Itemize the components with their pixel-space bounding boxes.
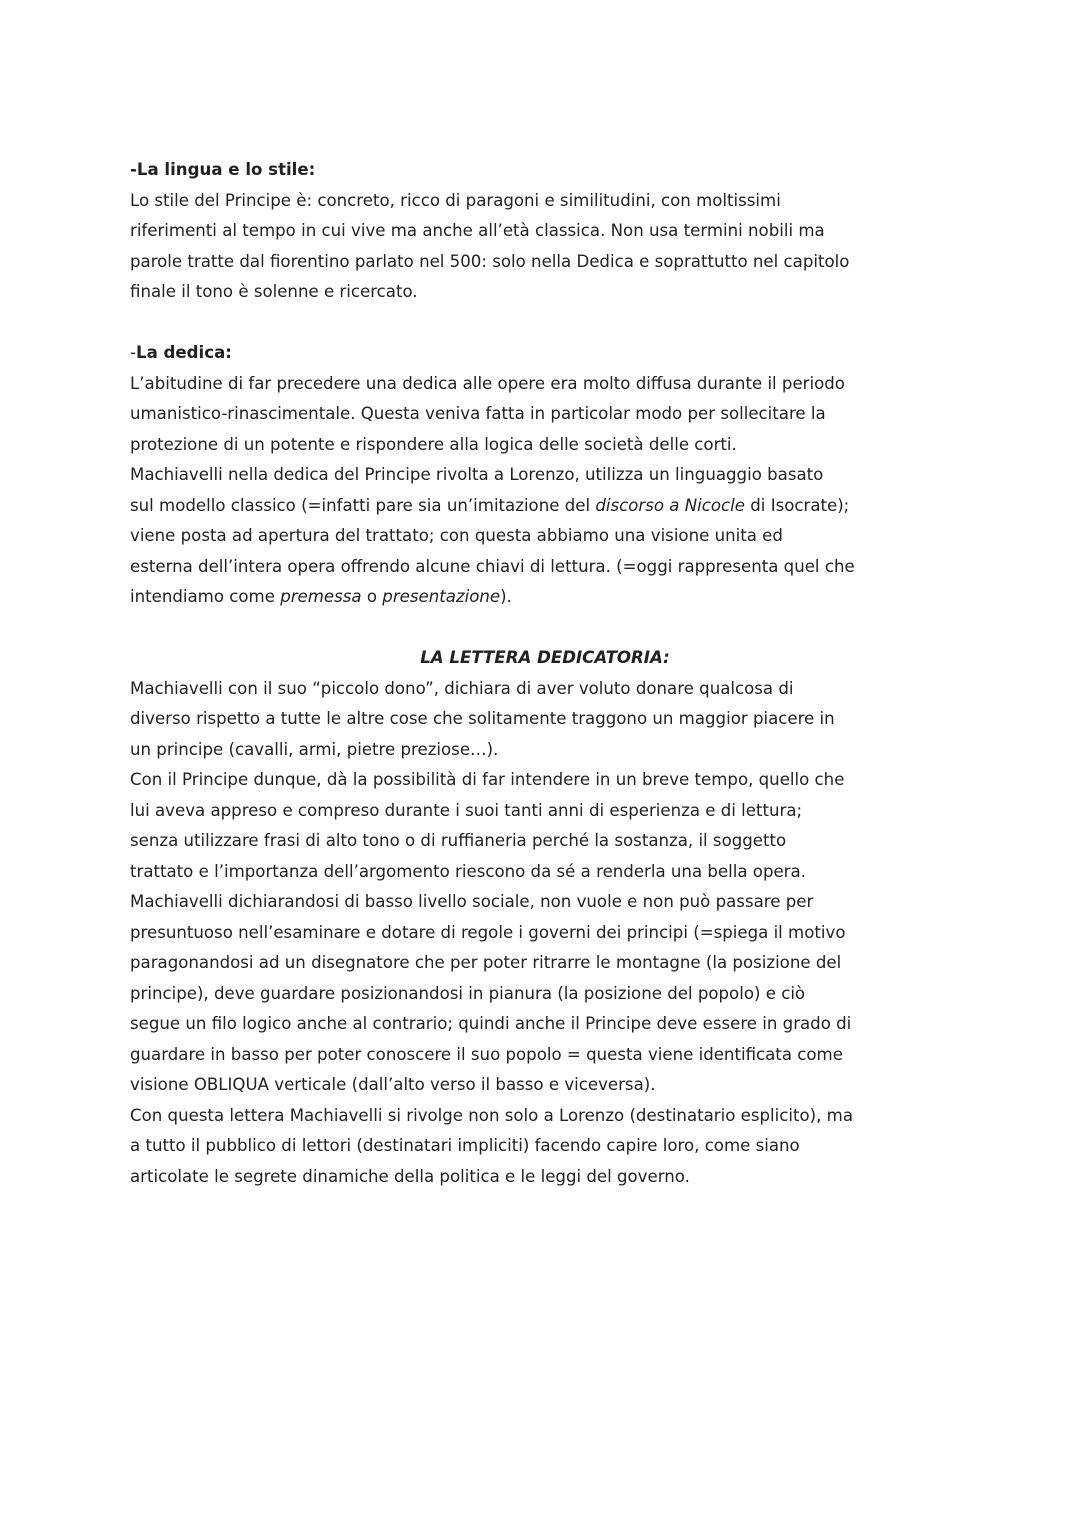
text-segment: sul modello classico (=infatti pare sia un’imitazione del bbox=[130, 495, 596, 515]
text-line: segue un filo logico anche al contrario; quindi anche il Principe deve essere in grado di bbox=[130, 1014, 852, 1033]
text-line: Machiavelli con il suo “piccolo dono”, dichiara di aver voluto donare qualcosa di bbox=[130, 678, 794, 698]
text-line: presuntuoso nell’esaminare e dotare di regole i governi dei principi (=spiega il motivo bbox=[130, 922, 846, 942]
text-line: senza utilizzare frasi di alto tono o di ruffianeria perché la sostanza, il soggetto bbox=[130, 831, 787, 850]
document-page bbox=[130, 155, 960, 1192]
text-line: a tutto il pubblico di lettori (destinatari impliciti) facendo capire loro, come siano bbox=[130, 1136, 800, 1155]
text-segment: ). bbox=[500, 587, 512, 606]
spacer bbox=[130, 613, 960, 644]
text-line: L’abitudine di far precedere una dedica alle opere era molto diffusa durante il periodo bbox=[130, 373, 845, 393]
text-line: protezione di un potente e rispondere alla logica delle società delle corti. bbox=[130, 434, 737, 454]
text-line: esterna dell’intera opera offrendo alcune chiavi di lettura. (=oggi rappresenta quel che bbox=[130, 556, 855, 576]
text-line: trattato e l’importanza dell’argomento riescono da sé a renderla una bella opera. bbox=[130, 861, 806, 881]
text-line: articolate le segrete dinamiche della politica e le leggi del governo. bbox=[130, 1166, 690, 1186]
text-line bbox=[130, 582, 960, 613]
text-line: visione OBLIQUA verticale (dall’alto verso il basso e viceversa). bbox=[130, 1075, 656, 1094]
text-line: riferimenti al tempo in cui vive ma anche all’età classica. Non usa termini nobili ma bbox=[130, 221, 825, 240]
text-line: Con questa lettera Machiavelli si rivolge non solo a Lorenzo (destinatario esplicito), ma bbox=[130, 1105, 854, 1125]
spacer bbox=[130, 308, 960, 339]
text-segment: intendiamo come bbox=[130, 587, 281, 606]
text-line: un principe (cavalli, armi, pietre preziose…). bbox=[130, 739, 499, 759]
text-segment: o bbox=[361, 587, 383, 606]
text-line: parole tratte dal fiorentino parlato nel 500: solo nella Dedica e soprattutto nel capitolo bbox=[130, 251, 850, 271]
text-line: viene posta ad apertura del trattato; con questa abbiamo una visione unita ed bbox=[130, 526, 783, 545]
heading-text: La dedica: bbox=[136, 343, 232, 362]
italic-title: discorso a Nicocle bbox=[595, 495, 745, 515]
text-line: guardare in basso per poter conoscere il suo popolo = questa viene identificata come bbox=[130, 1044, 843, 1064]
text-line: finale il tono è solenne e ricercato. bbox=[130, 282, 418, 301]
heading-dash: - bbox=[130, 343, 136, 362]
italic-word: premessa bbox=[280, 587, 362, 606]
section-title-lettera-dedicatoria: LA LETTERA DEDICATORIA: bbox=[420, 648, 670, 667]
text-line: diverso rispetto a tutte le altre cose che solitamente traggono un maggior piacere in bbox=[130, 709, 835, 728]
text-line: paragonandosi ad un disegnatore che per poter ritrarre le montagne (la posizione del bbox=[130, 953, 842, 972]
text-line: Lo stile del Principe è: concreto, ricco di paragoni e similitudini, con moltissimi bbox=[130, 190, 781, 210]
text-line: Con il Principe dunque, dà la possibilità di far intendere in un breve tempo, quello che bbox=[130, 770, 845, 789]
text-line: principe), deve guardare posizionandosi in pianura (la posizione del popolo) e ciò bbox=[130, 983, 806, 1003]
italic-word: presentazione bbox=[382, 587, 501, 606]
section-heading-dedica bbox=[130, 338, 960, 369]
text-line: umanistico-rinascimentale. Questa veniva fatta in particolar modo per sollecitare la bbox=[130, 404, 826, 423]
text-line: Machiavelli dichiarandosi di basso livello sociale, non vuole e non può passare per bbox=[130, 892, 814, 911]
section-heading-lingua-stile: -La lingua e lo stile: bbox=[130, 160, 316, 179]
text-line bbox=[130, 491, 960, 522]
text-line: lui aveva appreso e compreso durante i suoi tanti anni di esperienza e di lettura; bbox=[130, 800, 803, 820]
text-line: Machiavelli nella dedica del Principe rivolta a Lorenzo, utilizza un linguaggio basato bbox=[130, 465, 824, 484]
text-segment: di Isocrate); bbox=[745, 495, 850, 515]
